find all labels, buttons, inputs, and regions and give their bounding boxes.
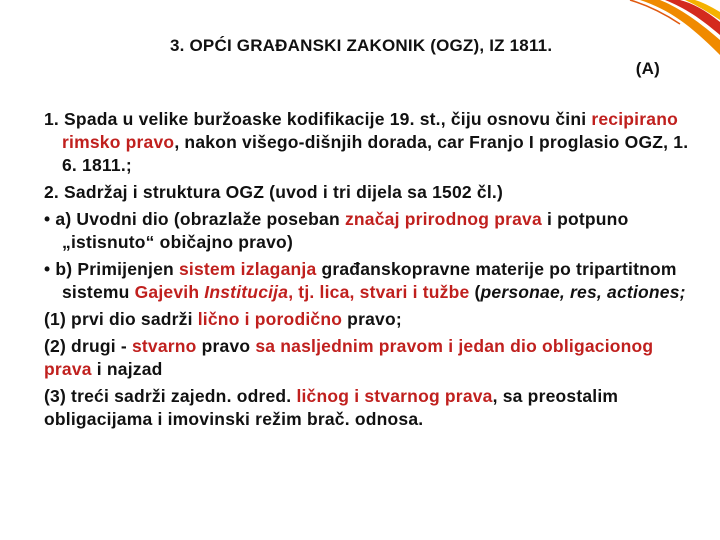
- p5-highlight: lično i porodično: [197, 309, 343, 329]
- p4-highlight-2: Gajevih: [134, 282, 205, 302]
- p6-text-c: pravo: [196, 336, 256, 356]
- p4-highlight-italic: Institucija: [204, 282, 289, 302]
- p4-italic: personae, res, actiones;: [480, 282, 686, 302]
- paragraph-4: [44, 258, 704, 304]
- p5-text-a: (1) prvi dio sadrži: [44, 309, 198, 329]
- p6-text-e: i najzad: [91, 359, 163, 379]
- p3-text-a: a) Uvodni dio (obrazlaže poseban: [50, 209, 345, 229]
- slide-title: [170, 36, 670, 79]
- paragraph-5: [44, 308, 704, 331]
- paragraph-2: 2. Sadržaj i struktura OGZ (uvod i tri dijela sa 1502 čl.): [44, 182, 503, 202]
- p1-text-a: 1. Spada u velike buržoaske kodifikacije 19. st., čiju osnovu čini: [44, 109, 592, 129]
- p6-highlight-2: sa nasljednim pravom i jedan dio obligacionog prava: [44, 336, 654, 379]
- p4-highlight-1: sistem izlaganja: [178, 259, 317, 279]
- p5-text-c: pravo;: [342, 309, 402, 329]
- p7-text-c: , sa preostalim obligacijama i imovinski režim brač. odnosa.: [44, 386, 619, 429]
- p4-text-g: (: [469, 282, 481, 302]
- bullet-icon: •: [44, 259, 51, 279]
- title-line-1: 3. OPĆI GRAĐANSKI ZAKONIK (OGZ), IZ 1811.: [170, 36, 553, 55]
- p4-text-c: građanskopravne materije po tripartitnom sistemu: [62, 259, 677, 302]
- p6-highlight-1: stvarno: [131, 336, 197, 356]
- paragraph-3: [44, 208, 704, 254]
- slide-body: [44, 108, 704, 435]
- paragraph-6: [44, 335, 704, 381]
- title-line-2: (A): [635, 59, 660, 78]
- p1-highlight: recipirano rimsko pravo: [62, 109, 678, 152]
- p4-highlight-3: , tj. lica, stvari i tužbe: [288, 282, 470, 302]
- bullet-icon: •: [44, 209, 51, 229]
- p6-text-a: (2) drugi -: [44, 336, 132, 356]
- p7-text-a: (3) treći sadrži zajedn. odred.: [44, 386, 297, 406]
- p1-text-c: , nakon višego-dišnjih dorada, car Franjo I proglasio OGZ, 1. 6. 1811.;: [62, 132, 689, 175]
- paragraph-7: [44, 385, 704, 431]
- paragraph-1: [44, 108, 704, 177]
- p3-text-c: i potpuno „istisnuto“ običajno pravo): [62, 209, 629, 252]
- p4-text-a: b) Primijenjen: [50, 259, 179, 279]
- p7-highlight: ličnog i stvarnog prava: [296, 386, 493, 406]
- p3-highlight: značaj prirodnog prava: [344, 209, 542, 229]
